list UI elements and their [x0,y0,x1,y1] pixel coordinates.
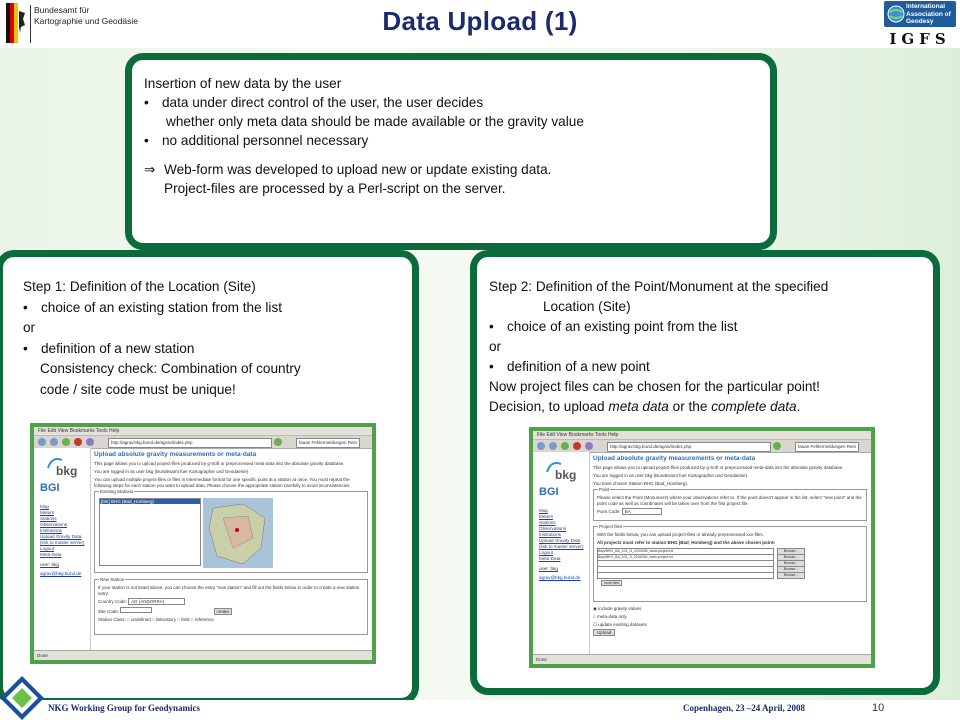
step2-line1: Now project files can be chosen for the particular point! [489,379,820,394]
nav-map[interactable]: Map [539,508,548,513]
step1-text: Definition of the Location (Site) [69,279,256,294]
file-input-5[interactable] [597,572,774,579]
nav-upload[interactable]: Upload Gravity Data [539,538,581,543]
step2-or: or [489,339,502,354]
step2-line2 [489,397,921,417]
existing-legend: Existing Stations [100,489,134,494]
map-graphic [203,498,273,568]
browser-menubar: File Edit View Bookmarks Tools Help [533,431,871,440]
bkg-mini-logo [541,458,579,482]
nav-meters[interactable]: Meters [539,514,554,519]
user-label: user: bkg [539,566,558,571]
more-files-button[interactable]: more files [601,580,622,586]
search-input[interactable]: fauan Fehlermeldungen Rein [296,438,360,448]
step2-line2-prefix: Decision, to upload [489,399,609,414]
iag-badge [884,1,956,27]
content-text1: This page allows you to upload project-files produced by g-Soft or preprocessed meta-data into the absolute gravity database. [94,461,345,466]
content-text1: This page allows you to upload project-files produced by g-Soft or preprocessed meta-data into the absolute gravity database. [593,465,844,470]
file-rows [597,548,866,590]
class-field[interactable]: field [181,617,190,622]
nav-meta-data[interactable]: Meta-Data [40,552,62,557]
iag-line1: International [906,3,946,10]
country-select[interactable]: AD (ANDORRA) [128,598,185,605]
nav-master-link[interactable]: (link to master server) [40,540,85,545]
home-icon[interactable] [585,442,593,450]
content-text3: You have chosen Station BHG (Bad_Homberg). [593,481,689,486]
step2-bullet1: choice of an existing point from the list [507,319,738,334]
new-station-fieldset [94,579,368,635]
bkg-name-line1: Bundesamt für [34,5,90,15]
class-reference[interactable]: reference [194,617,214,622]
nav-observations[interactable]: Observations [40,522,68,527]
class-label: Station Class: [98,617,126,622]
content-text3: You can upload multiple project-files or files in intermediate format for one specific point at a station at once. You must repeat the following steps for each station you want to upload data. Please choose the appropriate station carefully to avoid inconsistencies. [94,477,351,488]
bullet: • [489,359,494,374]
site-label: Site Code: [98,609,120,614]
go-icon[interactable] [773,442,781,450]
stop-icon[interactable] [573,442,581,450]
browse-button-2[interactable]: Browse... [777,554,805,561]
step2-bullet2: definition of a new point [507,359,650,374]
browser-statusbar: Done [34,650,372,660]
email-link[interactable]: agrav@bkg.bund.de [40,571,82,576]
bkg-mini-text: bkg [555,468,577,482]
site-nav [539,508,583,581]
new-legend: New Station [100,577,125,582]
content-title: Upload absolute gravity measurements or meta-data [593,455,756,462]
page-title: Data Upload (1) [382,6,578,36]
bkg-name-line2: Kartographie und Geodäsie [34,16,138,26]
step1-bullet2: definition of a new station [41,340,195,356]
step2-cont: Location (Site) [543,299,631,314]
step1-label: Step 1: [23,279,67,294]
nkg-logo-icon [0,676,46,720]
back-icon[interactable] [38,438,46,446]
nav-meters[interactable]: Meters [40,510,55,515]
option-gravity-label: include gravity values [598,606,642,611]
files-bold: All projects must refer to station BHG (Bad_Homberg) and the above chosen point! [597,540,775,545]
new-station-text: If your station is not listed above, you can choose the entry "new station" and fill out the fields below in order to create a new station entry. [98,585,360,596]
bullet: • [144,133,149,148]
insertion-heading: Insertion of new data by the user [144,76,342,91]
point-legend: Point [599,487,610,492]
point-select[interactable]: BA [622,508,662,515]
insertion-bullet2: no additional personnel necessary [162,133,369,148]
station-map[interactable] [203,498,273,568]
reload-icon[interactable] [62,438,70,446]
bkg-mini-text: bkg [56,464,78,478]
option-update[interactable]: ☐ update existing datasets [593,622,647,627]
perl-script-text: Project-files are processed by a Perl-script on the server. [164,181,506,196]
iag-line3: Geodesy [906,18,934,25]
selected-station[interactable]: [DE] BHG (Bad_Homberg) [100,499,200,504]
footer-working-group: NKG Working Group for Geodynamics [48,703,201,713]
nav-master-link[interactable]: (link to master server) [539,544,584,549]
upload-button[interactable]: Upload [593,629,615,636]
upload-row [593,630,867,636]
bgi-logo: BGI [539,486,559,498]
bullet: • [23,340,28,356]
iag-line2: Association of [906,10,951,18]
step2-line2-mid: or the [668,399,712,414]
browse-button-5[interactable]: Browse... [777,572,805,579]
nav-institutions[interactable]: Institutions [539,532,561,537]
url-bar[interactable]: http://agrav.bkg.bund.de/agrav/index.php [108,438,272,448]
iag-text [906,3,951,26]
page-content [94,448,368,650]
nav-stations[interactable]: Stations [40,516,57,521]
class-undefined[interactable]: undefined [130,617,151,622]
content-title: Upload absolute gravity measurements or meta-data [94,451,257,458]
files-legend: Project files [599,524,623,529]
back-icon[interactable] [537,442,545,450]
content-text2: You are logged in as user bkg (Bundesamt fuer Kartographie und Geodaesie) [94,469,249,474]
nav-meta-data[interactable]: Meta-Data [539,556,561,561]
complete-data-emphasis: complete data [711,399,797,414]
site-row [95,607,367,615]
step2-label: Step 2: [489,279,533,294]
step2-text: Definition of the Point/Monument at the specified [535,279,829,294]
globe-icon [887,4,905,24]
station-list[interactable] [99,498,201,566]
point-text: Please select the Point (Monument) where your observations refer to. If the point doesn't appear in the list, select "new point" and the point code as well as coordinates will be taken over from the first project file. [597,495,862,506]
project-files-fieldset [593,526,867,602]
nav-observations[interactable]: Observations [539,526,567,531]
page-number: 10 [872,702,885,714]
nav-stations[interactable]: Stations [539,520,556,525]
home-icon[interactable] [86,438,94,446]
step1-note2: code / site code must be unique! [40,381,236,397]
class-laboratory[interactable]: laboratory [155,617,176,622]
slide-header [0,0,960,48]
go-icon[interactable] [274,438,282,446]
bkg-mini-logo [42,454,80,478]
step1-bullet1: choice of an existing station from the list [41,299,283,315]
browse-button-4[interactable]: Browse... [777,566,805,573]
footer-venue-date: Copenhagen, 23 –24 April, 2008 [683,703,806,713]
nav-upload[interactable]: Upload Gravity Data [40,534,82,539]
nav-map[interactable]: Map [40,504,49,509]
option-meta[interactable]: ○ meta-data only [593,614,627,619]
class-row: Station Class: ○ undefined ○ laboratory ○ field ○ reference [98,617,214,622]
email-link[interactable]: agrav@bkg.bund.de [539,575,581,580]
site-code-input[interactable] [120,607,152,613]
bullet: • [489,319,494,334]
url-bar[interactable]: http://agrav.bkg.bund.de/agrav/index.php [607,442,771,452]
nav-institutions[interactable]: Institutions [40,528,62,533]
implies-arrow-icon: ⇒ [144,162,156,177]
option-gravity[interactable]: ◉ include gravity values [593,606,642,611]
insertion-bullet1-cont: whether only meta data should be made available or the gravity value [166,114,584,129]
create-button[interactable]: create [214,608,233,615]
step1-note1: Consistency check: Combination of country [40,361,301,376]
browser-screenshot-step1 [30,423,376,664]
point-fieldset [593,489,867,521]
files-text: With the fields below, you can upload project-files or already preprocessed xxx-files. [597,532,764,537]
page-content [593,452,867,654]
insertion-bullet1: data under direct control of the user, the user decides [162,95,484,110]
option-update-label: update existing datasets [598,622,647,627]
site-nav [40,504,84,577]
step2-line2-suffix: . [796,399,801,414]
user-label: user: bkg [40,562,59,567]
file-input-2[interactable]: fbsp/BHG_BA_101_S_220403b_www.project.txt [597,554,774,561]
reload-icon[interactable] [561,442,569,450]
option-meta-label: meta-data only [596,614,627,619]
nav-logout[interactable]: Logout [539,550,554,555]
bgi-logo: BGI [40,482,60,494]
country-label: Country Code: [98,599,128,604]
site-sidebar [533,452,590,654]
nav-logout[interactable]: Logout [40,546,55,551]
browse-button-3[interactable]: Browse... [777,560,805,567]
point-label: Point Code: [597,509,621,514]
igfs-label: IGFS [889,30,951,48]
browser-screenshot-step2 [529,427,875,668]
stop-icon[interactable] [74,438,82,446]
forward-icon[interactable] [50,438,58,446]
site-sidebar [34,448,91,650]
browser-statusbar: Done [533,654,871,664]
step1-or: or [23,320,36,335]
file-input-1[interactable]: fbsp/BHG_BA_101_N_220403b_www.project.txt [597,548,774,555]
iag-logo [882,0,958,48]
country-row [95,599,367,605]
bullet: • [144,95,149,110]
search-input[interactable]: fauan Fehlermeldungen Rein [795,442,859,452]
existing-stations-fieldset [94,491,368,573]
bullet: • [23,299,28,315]
browse-button-1[interactable]: Browse... [777,548,805,555]
content-text2: You are logged in as user bkg (Bundesamt fuer Kartographie und Geodaesie) [593,473,748,478]
meta-data-emphasis: meta data [608,399,669,414]
insertion-box [125,53,777,250]
webform-text: Web-form was developed to upload new or update existing data. [164,162,552,177]
forward-icon[interactable] [549,442,557,450]
point-row [594,509,866,515]
browser-menubar: File Edit View Bookmarks Tools Help [34,427,372,436]
